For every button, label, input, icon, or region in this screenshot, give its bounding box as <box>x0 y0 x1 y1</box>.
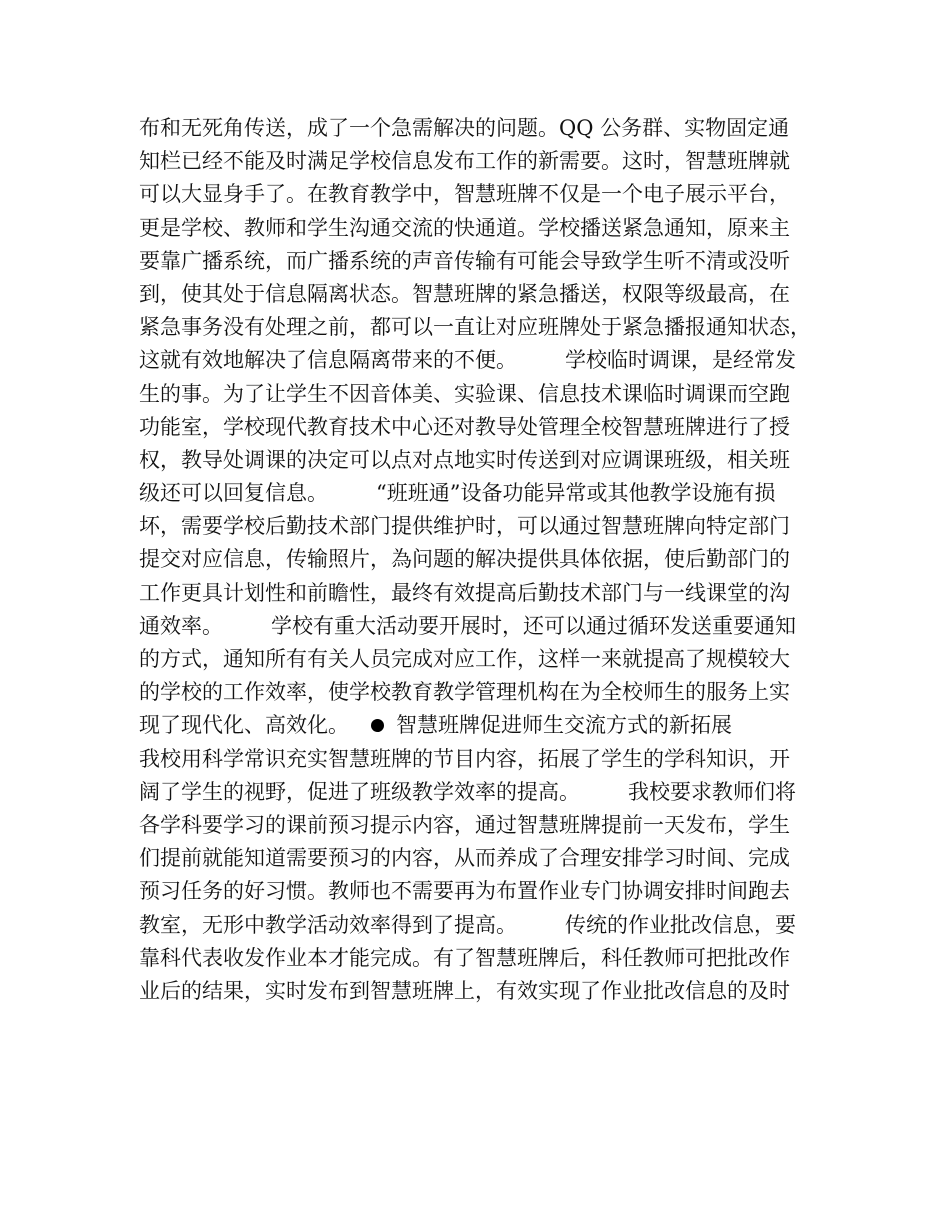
text-line <box>139 112 819 145</box>
text-segment: 智慧班牌促进师生交流方式的新拓展 <box>396 713 732 738</box>
text-segment: 们提前就能知道需要预习的内容，从而养成了合理安排学习时间、完成 <box>139 846 790 871</box>
body-text <box>139 112 819 1008</box>
text-line <box>139 809 819 842</box>
text-segment: “班班通”设备功能异常或其他教学设施有损 <box>376 481 776 506</box>
text-segment: 传统的作业批改信息，要 <box>565 912 796 937</box>
text-segment: 业后的结果，实时发布到智慧班牌上，有效实现了作业批改信息的及时 <box>139 978 790 1003</box>
text-segment: 这就有效地解决了信息隔离带来的不便。 <box>139 348 517 373</box>
text-line <box>139 344 819 377</box>
text-line <box>139 842 819 875</box>
text-line <box>139 942 819 975</box>
text-line <box>139 444 819 477</box>
bullet-icon <box>371 719 384 732</box>
text-line <box>139 543 819 576</box>
text-line <box>139 875 819 908</box>
text-segment: 更是学校、教师和学生沟通交流的快通道。学校播送紧急通知，原来主 <box>139 215 790 240</box>
text-segment: 的学校的工作效率，使学校教育教学管理机构在为全校师生的服务上实 <box>139 680 790 705</box>
text-line <box>139 212 819 245</box>
text-segment: 要靠广播系统，而广播系统的声音传输有可能会导致学生听不清或没听 <box>139 248 790 273</box>
text-line <box>139 378 819 411</box>
text-segment: 现了现代化、高效化。 <box>139 713 349 738</box>
text-segment: 我校要求教师们将 <box>628 779 796 804</box>
text-segment: 可以大显身手了。在教育教学中，智慧班牌不仅是一个电子展示平台， <box>139 182 790 207</box>
text-line <box>139 610 819 643</box>
text-segment: 布和无死角传送，成了一个急需解决的问题。QQ 公务群、实物固定通 <box>139 116 790 140</box>
text-segment: 生的事。为了让学生不因音体美、实验课、信息技术课临时调课而空跑 <box>139 381 790 406</box>
text-segment: 坏，需要学校后勤技术部门提供维护时，可以通过智慧班牌向特定部门 <box>139 514 790 539</box>
text-line <box>139 743 819 776</box>
text-line <box>139 909 819 942</box>
text-segment: 功能室，学校现代教育技术中心还对教导处管理全校智慧班牌进行了授 <box>139 414 790 439</box>
text-segment: 知栏已经不能及时满足学校信息发布工作的新需要。这时，智慧班牌就 <box>139 149 790 174</box>
text-line <box>139 676 819 709</box>
text-segment: 学校有重大活动要开展时，还可以通过循环发送重要通知 <box>271 613 796 638</box>
text-line <box>139 145 819 178</box>
text-segment: 的方式，通知所有有关人员完成对应工作，这样一来就提高了规模较大 <box>139 647 790 671</box>
text-line <box>139 477 819 510</box>
text-segment: 紧急事务没有处理之前，都可以一直让对应班牌处于紧急播报通知状态， <box>139 315 811 340</box>
text-line <box>139 411 819 444</box>
text-segment: 教室，无形中教学活动效率得到了提高。 <box>139 912 517 937</box>
text-segment: 学校临时调课，是经常发 <box>565 348 796 373</box>
text-segment: 通效率。 <box>139 613 223 638</box>
text-line <box>139 278 819 311</box>
text-segment: 靠科代表收发作业本才能完成。有了智慧班牌后，科任教师可把批改作 <box>139 945 790 970</box>
text-segment: 阔了学生的视野，促进了班级教学效率的提高。 <box>139 779 580 804</box>
text-segment: 提交对应信息，传输照片，為问题的解决提供具体依据，使后勤部门的 <box>139 547 790 572</box>
text-line <box>139 776 819 809</box>
text-segment: 级还可以回复信息。 <box>139 481 328 506</box>
text-line <box>139 178 819 211</box>
text-line <box>139 643 819 676</box>
text-line <box>139 311 819 344</box>
text-line <box>139 510 819 543</box>
text-line <box>139 245 819 278</box>
text-segment: 到，使其处于信息隔离状态。智慧班牌的紧急播送，权限等级最高，在 <box>139 281 790 306</box>
text-segment: 预习任务的好习惯。教师也不需要再为布置作业专门协调安排时间跑去 <box>139 879 790 904</box>
text-segment: 我校用科学常识充实智慧班牌的节目内容，拓展了学生的学科知识，开 <box>139 746 790 771</box>
text-segment: 权，教导处调课的决定可以点对点地实时传送到对应调课班级，相关班 <box>139 447 790 472</box>
text-line <box>139 975 819 1008</box>
text-line <box>139 709 819 742</box>
text-segment: 各学科要学习的课前预习提示内容，通过智慧班牌提前一天发布，学生 <box>139 812 790 837</box>
text-line <box>139 577 819 610</box>
text-segment: 工作更具计划性和前瞻性，最终有效提高后勤技术部门与一线课堂的沟 <box>139 580 790 605</box>
